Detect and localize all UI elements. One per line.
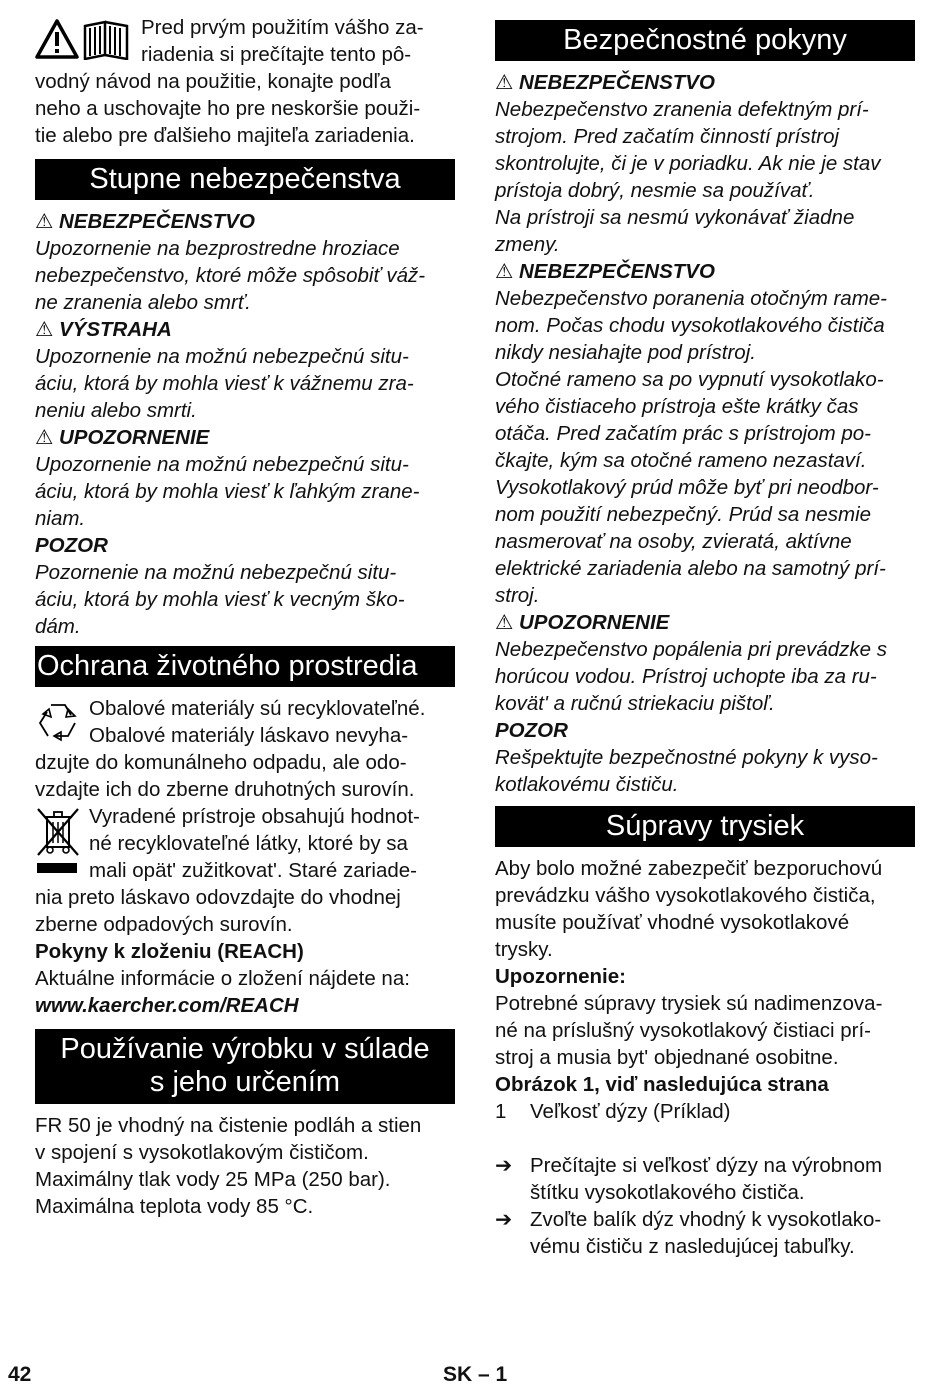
- nozzle-text: Aby bolo možné zabezpečiť bezporuchovú: [495, 857, 883, 880]
- packaging-text: Obalové materiály láskavo nevyha-: [89, 724, 409, 747]
- nozzle-text: prevádzku vášho vysokotlakového čističa,: [495, 884, 876, 907]
- arrow-right-icon: ➔: [495, 1154, 513, 1177]
- warning-text: áciu, ktorá by mohla viesť k vážnemu zra-: [35, 372, 414, 395]
- weee-block: [35, 803, 455, 938]
- notice-label: POZOR: [35, 534, 108, 557]
- weee-text: né recyklovateľné látky, ktoré by sa: [89, 832, 408, 855]
- left-column: [35, 14, 455, 1220]
- warning-triangle-icon: ⚠: [35, 426, 54, 449]
- weee-text: Vyradené prístroje obsahujú hodnot-: [89, 805, 420, 828]
- warning-triangle-icon: ⚠: [35, 210, 54, 233]
- danger-text: Vysokotlakový prúd môže byť pri neodbor-: [495, 476, 879, 499]
- weee-text: mali opät' zužitkovat'. Staré zariade-: [89, 859, 417, 882]
- weee-text: zberne odpadových surovín.: [35, 913, 293, 936]
- caution-text: áciu, ktorá by mohla viesť k ľahkým zrane-: [35, 480, 420, 503]
- danger-text: čkajte, kým sa otočné rameno nezastaví.: [495, 449, 867, 472]
- caution-text: Nebezpečenstvo popálenia pri prevádzke s: [495, 638, 888, 661]
- danger-text: otáča. Pred začatím prác s prístrojom po-: [495, 422, 871, 445]
- notice-text: dám.: [35, 615, 81, 638]
- danger-text: nom použití nebezpečný. Prúd sa nesmie: [495, 503, 872, 526]
- spacer: [495, 1125, 915, 1152]
- intro-block: [35, 14, 455, 149]
- step-text: vému čističu z nasledujúcej tabuľky.: [530, 1235, 855, 1258]
- page-number: 42: [8, 1363, 32, 1386]
- packaging-text: vzdajte ich do zberne druhotných surovín.: [35, 778, 415, 801]
- warning-triangle-icon: ⚠: [495, 260, 514, 283]
- notice-text: Pozornenie na možnú nebezpečnú situ-: [35, 561, 397, 584]
- weee-text: nia preto láskavo odovzdajte do vhodnej: [35, 886, 401, 909]
- intended-use-text: FR 50 je vhodný na čistenie podláh a stien: [35, 1114, 422, 1137]
- intro-line: tie alebo pre ďalšieho majiteľa zariadenia.: [35, 124, 415, 147]
- danger-text: zmeny.: [495, 233, 560, 256]
- note-text: Potrebné súpravy trysiek sú nadimenzova-: [495, 992, 883, 1015]
- notice-label: POZOR: [495, 719, 568, 742]
- nozzle-text: musíte používať vhodné vysokotlakové: [495, 911, 850, 934]
- danger-text: Upozornenie na bezprostredne hroziace: [35, 237, 400, 260]
- step-text: Prečítajte si veľkosť dýzy na výrobnom: [530, 1154, 883, 1177]
- intended-use-heading-line: s jeho určením: [149, 1066, 341, 1098]
- intended-use-heading-line: Používanie výrobku v súlade: [60, 1033, 430, 1065]
- intended-use-text: v spojení s vysokotlakovým čističom.: [35, 1141, 369, 1164]
- note-text: stroj a musia byt' objednané osobitne.: [495, 1046, 839, 1069]
- caution-text: horúcou vodou. Prístroj uchopte iba za ru-: [495, 665, 877, 688]
- instruction-step: [495, 1152, 915, 1206]
- danger-text: ne zranenia alebo smrť.: [35, 291, 251, 314]
- danger-text: stroj.: [495, 584, 540, 607]
- hazard-levels-heading: Stupne nebezpečenstva: [35, 159, 455, 200]
- danger-text: Na prístroji sa nesmú vykonávať žiadne: [495, 206, 855, 229]
- intro-line: Pred prvým použitím vášho za-: [141, 16, 424, 39]
- intro-line: riadenia si prečítajte tento pô-: [141, 43, 412, 66]
- danger-label: ⚠ NEBEZPEČENSTVO: [495, 71, 715, 94]
- danger-label: ⚠ NEBEZPEČENSTVO: [495, 260, 715, 283]
- danger-text: Otočné rameno sa po vypnutí vysokotlako-: [495, 368, 884, 391]
- danger-text: Nebezpečenstvo zranenia defektným prí-: [495, 98, 869, 121]
- instruction-step: [495, 1206, 915, 1260]
- caution-label: ⚠ UPOZORNENIE: [35, 426, 210, 449]
- notice-text: áciu, ktorá by mohla viesť k vecným ško-: [35, 588, 405, 611]
- environment-heading: Ochrana životného prostredia: [35, 646, 455, 687]
- figure-item: [495, 1098, 915, 1125]
- reach-heading: Pokyny k zloženiu (REACH): [35, 940, 304, 963]
- caution-label: ⚠ UPOZORNENIE: [495, 611, 670, 634]
- danger-text: strojom. Pred začatím činností prístroj: [495, 125, 840, 148]
- figure-reference: Obrázok 1, viď nasledujúca strana: [495, 1073, 829, 1096]
- notice-text: kotlakovému čističu.: [495, 773, 679, 796]
- caution-text: kovät' a ručnú striekaciu pištoľ.: [495, 692, 775, 715]
- warning-manual-icon: [35, 18, 133, 60]
- note-text: né na príslušný vysokotlakový čistiaci prí-: [495, 1019, 871, 1042]
- danger-text: elektrické zariadenia alebo na samotný prí-: [495, 557, 886, 580]
- nozzle-text: trysky.: [495, 938, 553, 961]
- item-text: Veľkosť dýzy (Príklad): [530, 1100, 731, 1123]
- intended-use-heading: [35, 1029, 455, 1104]
- step-text: štítku vysokotlakového čističa.: [530, 1181, 805, 1204]
- danger-text: nom. Počas chodu vysokotlakového čističa: [495, 314, 885, 337]
- warning-text: Upozornenie na možnú nebezpečnú situ-: [35, 345, 409, 368]
- danger-label: ⚠ NEBEZPEČENSTVO: [35, 210, 255, 233]
- packaging-block: [35, 695, 455, 803]
- right-column: [495, 16, 915, 1260]
- danger-text: nasmerovať na osoby, zvieratá, aktívne: [495, 530, 852, 553]
- warning-text: neniu alebo smrti.: [35, 399, 197, 422]
- reach-text: Aktuálne informácie o zložení nájdete na:: [35, 967, 410, 990]
- warning-label: ⚠ VÝSTRAHA: [35, 318, 172, 341]
- note-label: Upozornenie:: [495, 965, 626, 988]
- item-number: 1: [495, 1100, 507, 1123]
- packaging-text: dzujte do komunálneho odpadu, ale odo-: [35, 751, 407, 774]
- warning-triangle-icon: ⚠: [35, 318, 54, 341]
- caution-text: niam.: [35, 507, 86, 530]
- intro-line: vodný návod na použitie, konajte podľa: [35, 70, 391, 93]
- danger-text: vého čistiaceho prístroja ešte krátky čas: [495, 395, 859, 418]
- step-text: Zvoľte balík dýz vhodný k vysokotlako-: [530, 1208, 882, 1231]
- danger-text: skontrolujte, či je v poriadku. Ak nie je stav: [495, 152, 881, 175]
- reach-url-link[interactable]: www.kaercher.com/REACH: [35, 994, 299, 1017]
- packaging-text: Obalové materiály sú recyklovateľné.: [89, 697, 426, 720]
- danger-text: nebezpečenstvo, ktoré môže spôsobiť váž-: [35, 264, 426, 287]
- recycling-icon: [35, 699, 81, 745]
- section-label: SK – 1: [443, 1363, 508, 1386]
- intro-line: neho a uschovajte ho pre neskoršie použi-: [35, 97, 421, 120]
- safety-heading: Bezpečnostné pokyny: [495, 20, 915, 61]
- nozzle-sets-heading: Súpravy trysiek: [495, 806, 915, 847]
- notice-text: Rešpektujte bezpečnostné pokyny k vyso-: [495, 746, 878, 769]
- intended-use-text: Maximálna teplota vody 85 °C.: [35, 1195, 314, 1218]
- arrow-right-icon: ➔: [495, 1208, 513, 1231]
- warning-triangle-icon: ⚠: [495, 611, 514, 634]
- danger-text: prístoja dobrý, nesmie sa používať.: [495, 179, 815, 202]
- danger-text: nikdy nesiahajte pod prístroj.: [495, 341, 756, 364]
- danger-text: Nebezpečenstvo poranenia otočným rame-: [495, 287, 887, 310]
- warning-triangle-icon: ⚠: [495, 71, 514, 94]
- intended-use-text: Maximálny tlak vody 25 MPa (250 bar).: [35, 1168, 391, 1191]
- crossed-bin-icon: [35, 807, 81, 879]
- caution-text: Upozornenie na možnú nebezpečnú situ-: [35, 453, 409, 476]
